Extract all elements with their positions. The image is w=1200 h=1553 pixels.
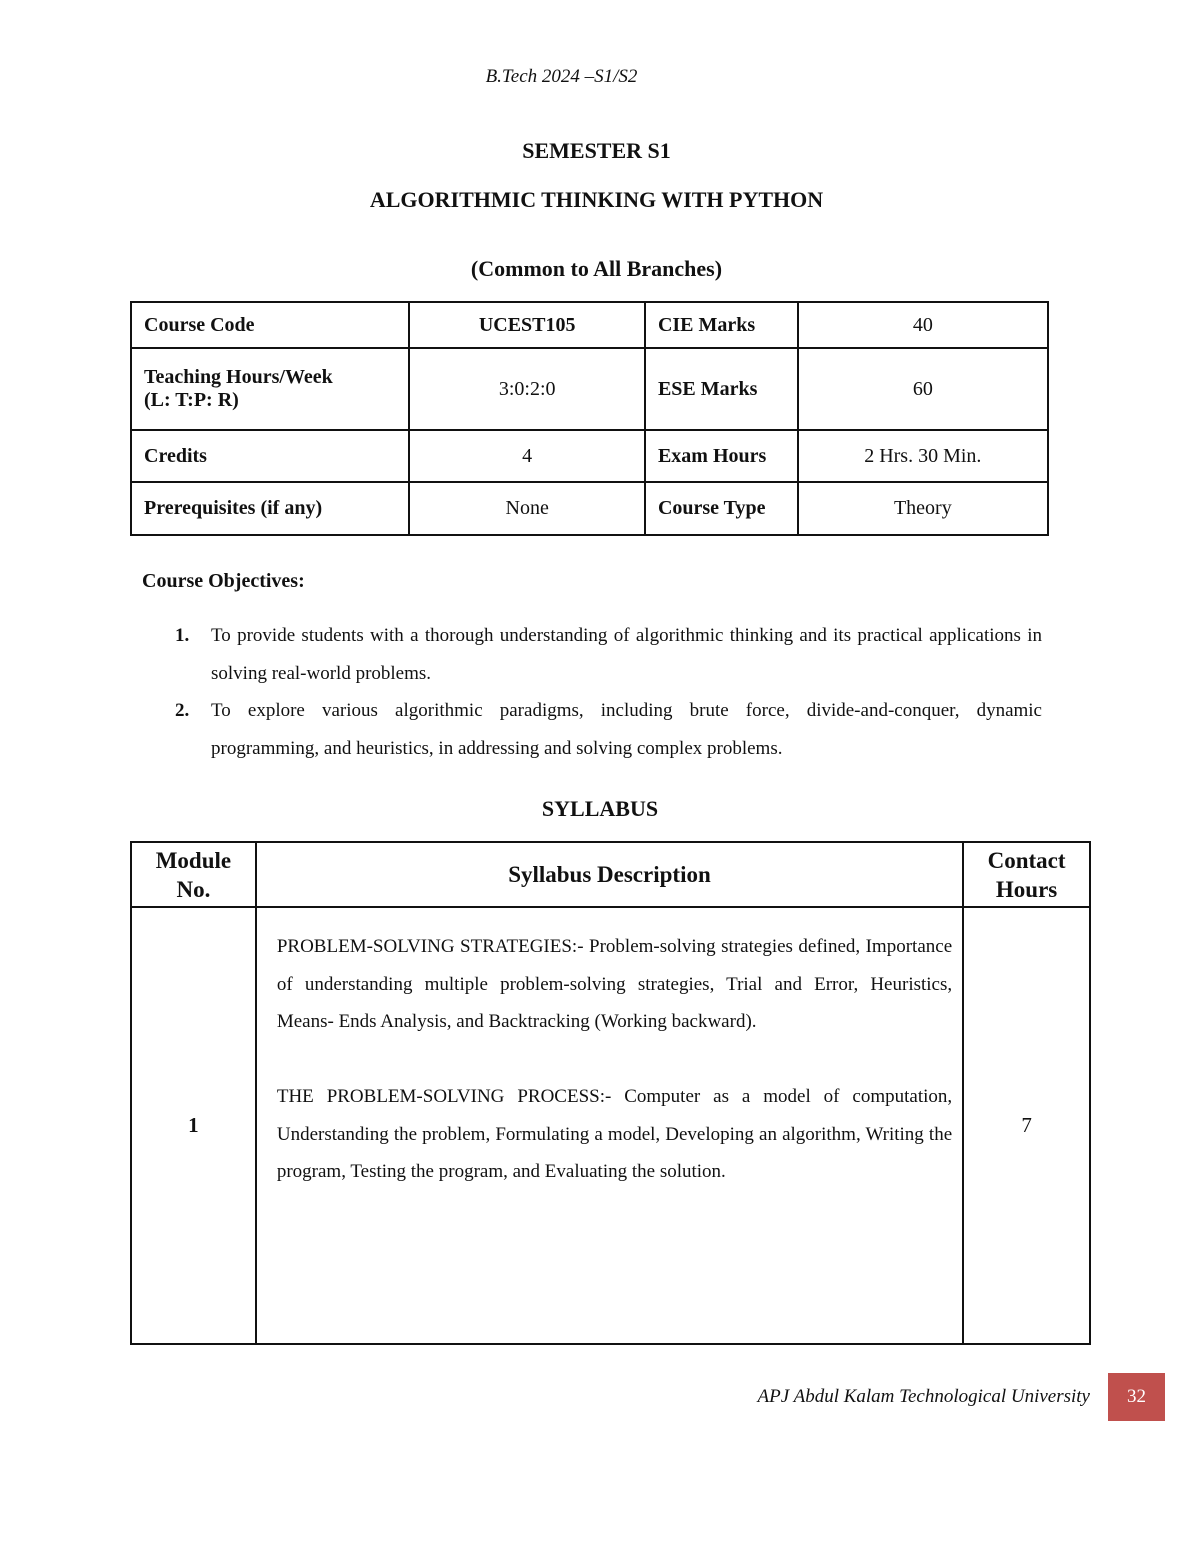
exam-hours-value: 2 Hrs. 30 Min. xyxy=(798,430,1048,482)
table-row xyxy=(131,907,1090,1344)
hours-column-header xyxy=(963,842,1090,907)
module-description xyxy=(256,907,963,1344)
objective-number: 1. xyxy=(175,625,190,646)
credits-label: Credits xyxy=(131,430,409,482)
objective-text: To explore various algorithmic paradigms, including brute force, divide-and-conquer, dynamic programming, and heuristics, in addressing and solving complex problems. xyxy=(211,700,1042,759)
contact-hours: 7 xyxy=(963,907,1090,1344)
cie-marks-label: CIE Marks xyxy=(645,302,798,348)
page-number-badge: 32 xyxy=(1108,1373,1165,1421)
teaching-hours-label-line1: Teaching Hours/Week xyxy=(144,366,333,388)
course-type-label: Course Type xyxy=(645,482,798,535)
module-number: 1 xyxy=(131,907,256,1344)
semester-title: SEMESTER S1 xyxy=(522,138,671,163)
info-row xyxy=(131,348,1048,430)
list-item xyxy=(172,692,1042,767)
hours-header-line2: Hours xyxy=(995,876,1058,902)
objective-number: 2. xyxy=(175,700,190,721)
course-title: ALGORITHMIC THINKING WITH PYTHON xyxy=(369,187,824,212)
module-column-header xyxy=(131,842,256,907)
list-item xyxy=(172,617,1042,692)
cie-marks-value: 40 xyxy=(798,302,1048,348)
prerequisites-label: Prerequisites (if any) xyxy=(131,482,409,535)
description-paragraph: PROBLEM-SOLVING STRATEGIES:- Problem-solving strategies defined, Importance of understanding multiple problem-solving strategies, Trial and Error, Heuristics, Means- Ends Analysis, and Backtracking (Working backward). xyxy=(276,936,953,1032)
university-footer: APJ Abdul Kalam Technological University xyxy=(757,1386,1090,1407)
prerequisites-value: None xyxy=(409,482,645,535)
course-code-value: UCEST105 xyxy=(409,302,645,348)
objective-text: To provide students with a thorough understanding of algorithmic thinking and its practical applications in solving real-world problems. xyxy=(211,625,1042,684)
objectives-title: Course Objectives: xyxy=(142,570,305,592)
teaching-hours-label xyxy=(131,348,409,430)
ese-marks-label: ESE Marks xyxy=(645,348,798,430)
info-row xyxy=(131,430,1048,482)
description-paragraph: THE PROBLEM-SOLVING PROCESS:- Computer as a model of computation, Understanding the problem, Formulating a model, Developing an algorithm, Writing the program, Testing the program, and Evaluating the solution. xyxy=(276,1086,953,1182)
syllabus-table xyxy=(130,841,1091,1345)
course-type-value: Theory xyxy=(798,482,1048,535)
course-info-table xyxy=(130,301,1049,536)
objectives-list xyxy=(172,617,1042,767)
credits-value: 4 xyxy=(409,430,645,482)
hours-header-line1: Contact xyxy=(987,847,1066,873)
teaching-hours-label-line2: (L: T:P: R) xyxy=(144,389,239,411)
syllabus-heading: SYLLABUS xyxy=(541,796,659,821)
ese-marks-value: 60 xyxy=(798,348,1048,430)
module-header-line2: No. xyxy=(176,876,211,902)
module-header-line1: Module xyxy=(155,847,232,873)
course-code-label: Course Code xyxy=(131,302,409,348)
document-header: B.Tech 2024 –S1/S2 xyxy=(485,66,638,87)
description-column-header: Syllabus Description xyxy=(256,842,963,907)
teaching-hours-value: 3:0:2:0 xyxy=(409,348,645,430)
info-row xyxy=(131,482,1048,535)
common-note: (Common to All Branches) xyxy=(470,256,723,281)
info-row xyxy=(131,302,1048,348)
exam-hours-label: Exam Hours xyxy=(645,430,798,482)
syllabus-header-row xyxy=(131,842,1090,907)
